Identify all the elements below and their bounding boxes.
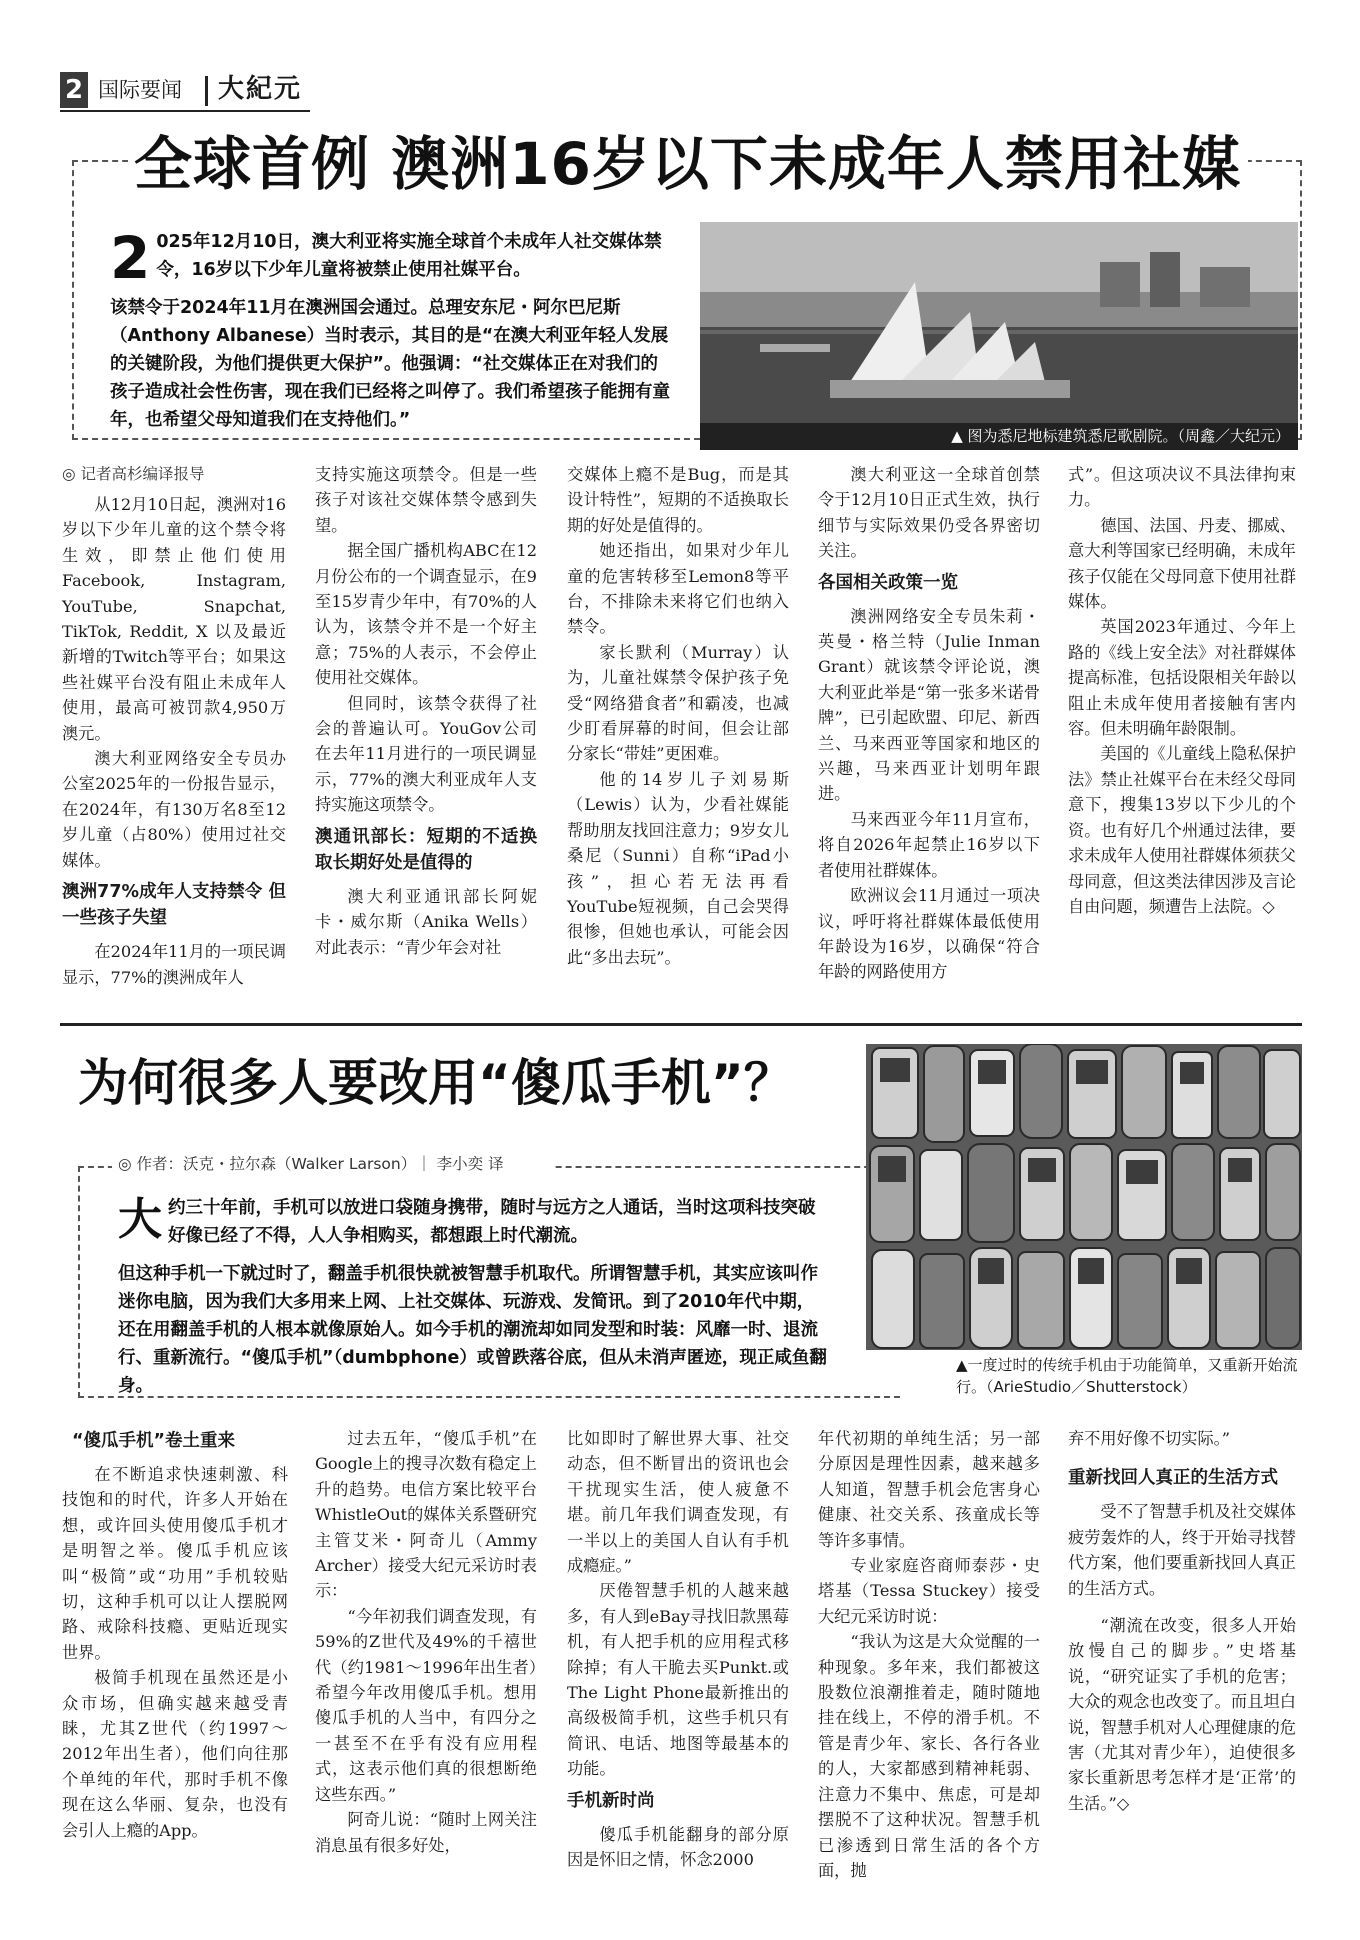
article1-column-2	[315, 462, 537, 960]
paragraph: 澳大利亚这一全球首创禁令于12月10日正式生效，执行细节与实际效果仍受各界密切关注。	[818, 465, 1040, 561]
article-divider	[60, 1023, 1302, 1026]
paragraph: 支持实施这项禁令。但是一些孩子对该社交媒体禁令感到失望。	[315, 465, 537, 535]
paragraph: 澳洲网络安全专员朱莉・英曼・格兰特（Julie Inman Grant）就该禁令评论说，澳大利亚此举是“第一张多米诺骨牌”，已引起欧盟、印尼、新西兰、马来西亚等国家和地区的兴趣，马来西亚计划明年跟进。	[818, 606, 1040, 804]
article1-column-4	[818, 462, 1040, 985]
header-separator	[205, 76, 208, 106]
article1-column-3	[567, 462, 789, 970]
paragraph: 比如即时了解世界大事、社交动态，但不断冒出的资讯也会干扰现实生活，使人疲惫不堪。前几年我们调查发现，有一半以上的美国人自认有手机成瘾症。”	[567, 1429, 789, 1576]
article2-lead-p2: 但这种手机一下就过时了，翻盖手机很快就被智慧手机取代。所谓智慧手机，其实应该叫作迷你电脑，因为我们大多用来上网、上社交媒体、玩游戏、发简讯。到了2010年代中期，还在用翻盖手机的人根本就像原始人。如今手机的潮流却如同发型和时装：风靡一时、退流行、重新流行。“傻瓜手机”（dumbphone）或曾跌落谷底，但从未消声匿迹，现正咸鱼翻身。	[118, 1264, 827, 1396]
paragraph: “我认为这是大众觉醒的一种现象。多年来，我们都被这股数位浪潮推着走，随时随地挂在线上，不停的滑手机。不管是青少年、家长、各行各业的人，大家都感到精神耗弱、注意力不集中、焦虑，可是却摆脱不了这种状况。智慧手机已渗透到日常生活的各个方面，抛	[818, 1632, 1040, 1880]
paragraph: 专业家庭咨商师泰莎・史塔基（Tessa Stuckey）接受大纪元采访时说：	[818, 1556, 1040, 1626]
paragraph: 在不断追求快速刺激、科技饱和的时代，许多人开始在想，或许回头使用傻瓜手机才是明智之举。傻瓜手机应该叫“极简”或“功用”手机较贴切，这种手机可以让人摆脱网路、戒除科技瘾、更贴近现实世界。	[62, 1465, 288, 1662]
paragraph: 澳大利亚网络安全专员办公室2025年的一份报告显示，在2024年，有130万名8至12岁儿童（占80%）使用过社交媒体。	[62, 749, 286, 870]
article1-photo-caption: ▲ 图为悉尼地标建筑悉尼歌剧院。（周鑫／大纪元）	[700, 423, 1298, 450]
opera-house-photo	[700, 222, 1298, 450]
article2-column-2	[315, 1426, 537, 1858]
article1-lead-p1: 025年12月10日，澳大利亚将实施全球首个未成年人社交媒体禁令，16岁以下少年儿童将被禁止使用社媒平台。	[156, 232, 662, 280]
paragraph: 年代初期的单纯生活；另一部分原因是理性因素，越来越多人知道，智慧手机会危害身心健康、社交关系、孩童成长等等许多事情。	[818, 1429, 1040, 1550]
paragraph: 弃不用好像不切实际。”	[1068, 1429, 1231, 1448]
article2-column-4	[818, 1426, 1040, 1883]
paragraph: 马来西亚今年11月宣布，将自2026年起禁止16岁以下者使用社群媒体。	[818, 809, 1040, 880]
paragraph: 极简手机现在虽然还是小众市场，但确实越来越受青睐，尤其Z世代（约1997～2012年出生者），他们向往那个单纯的年代，那时手机不像现在这么华丽、复杂，也没有会引人上瘾的App。	[62, 1668, 288, 1840]
page-number: 2	[60, 72, 88, 108]
opera-house-illustration	[700, 222, 1298, 450]
paragraph: 受不了智慧手机及社交媒体疲劳轰炸的人，终于开始寻找替代方案，他们要重新找回人真正的生活方式。	[1068, 1502, 1296, 1598]
article2-column-1	[62, 1422, 288, 1843]
article1-column-5	[1068, 462, 1296, 919]
paragraph: 交媒体上瘾不是Bug，而是其设计特性”，短期的不适换取长期的好处是值得的。	[567, 465, 789, 535]
subheading: 手机新时尚	[567, 1790, 655, 1811]
paragraph: 过去五年，“傻瓜手机”在Google上的搜寻次数有稳定上升的趋势。电信方案比较平台WhistleOut的媒体关系暨研究主管艾米・阿奇儿（Ammy Archer）接受大纪元采访时表示：	[315, 1429, 537, 1601]
paragraph: “今年初我们调查发现，有59%的Z世代及49%的千禧世代（约1981～1996年出生者）希望今年改用傻瓜手机。想用傻瓜手机的人当中，有四分之一甚至不在乎有没有应用程式，这表示他们真的很想断绝这些东西。”	[315, 1606, 537, 1804]
masthead-logo: 大紀元	[218, 74, 303, 104]
paragraph: 式”。但这项决议不具法律拘束力。	[1068, 465, 1296, 510]
article2-byline: ◎ 作者：沃克・拉尔森（Walker Larson）｜ 李小奕 译	[118, 1155, 504, 1173]
paragraph: 从12月10日起，澳洲对16岁以下少年儿童的这个禁令将生效，即禁止他们使用Facebook, Instagram, YouTube, Snapchat, TikTok, Reddit, X 以及最近新增的Twitch等平台；如果这些社媒平台没有阻止未成年人使用，最高可被罚款4,950万澳元。	[62, 495, 286, 743]
paragraph: 但同时，该禁令获得了社会的普遍认可。YouGov公司在去年11月进行的一项民调显示，77%的澳大利亚成年人支持实施这项禁令。	[315, 693, 537, 815]
article1-lead-p2: 该禁令于2024年11月在澳洲国会通过。总理安东尼・阿尔巴尼斯（Anthony Albanese）当时表示，其目的是“在澳大利亚年轻人发展的关键阶段，为他们提供更大保护”。他强调：“社交媒体正在对我们的孩子造成社会性伤害，现在我们已经将之叫停了。我们希望孩子能拥有童年，也希望父母知道我们在支持他们。”	[110, 298, 670, 430]
article1-lead	[110, 224, 670, 444]
paragraph: 澳大利亚通讯部长阿妮卡・威尔斯（Anika Wells）对此表示：“青少年会对社	[315, 886, 537, 957]
article1-byline: ◎ 记者高杉编译报导	[62, 465, 205, 483]
paragraph: 她还指出，如果对少年儿童的危害转移至Lemon8等平台，不排除未来将它们也纳入禁令。	[567, 541, 789, 637]
phones-illustration	[866, 1044, 1302, 1350]
old-phones-photo	[866, 1044, 1302, 1350]
paragraph: 据全国广播机构ABC在12月份公布的一个调查显示，在9至15岁青少年中，有70%的人认为，该禁令并不是一个好主意；75%的人表示，不会停止使用社交媒体。	[315, 541, 537, 688]
subheading: “傻瓜手机”卷土重来	[72, 1431, 236, 1451]
article1-dropcap: 2	[110, 224, 151, 292]
subheading: 澳通讯部长：短期的不适换取长期好处是值得的	[315, 826, 537, 873]
paragraph: 欧洲议会11月通过一项决议，呼吁将社群媒体最低使用年龄设为16岁，以确保“符合年龄的网路使用方	[818, 886, 1040, 982]
article2-dropcap: 大	[118, 1194, 162, 1245]
paragraph: 家长默利（Murray）认为，儿童社媒禁令保护孩子免受“网络猎食者”和霸凌，也减少盯看屏幕的时间，但会让部分家长“带娃”更困难。	[567, 642, 789, 764]
subheading: 各国相关政策一览	[818, 572, 958, 593]
article1-column-1	[62, 462, 286, 990]
paragraph: 德国、法国、丹麦、挪威、意大利等国家已经明确，未成年孩子仅能在父母同意下使用社群媒体。	[1068, 515, 1296, 612]
header-rule	[60, 110, 310, 112]
paragraph: 他的14岁儿子刘易斯（Lewis）认为，少看社媒能帮助朋友找回注意力；9岁女儿桑尼（Sunni）自称“iPad小孩”，担心若无法再看YouTube短视频，自己会哭得很惨，但她也承认，可能会因此“多出去玩”。	[567, 769, 789, 967]
article2-lead	[118, 1194, 828, 1410]
paragraph: 傻瓜手机能翻身的部分原因是怀旧之情，怀念2000	[567, 1824, 789, 1870]
article2-photo-caption: ▲一度过时的传统手机由于功能简单，又重新开始流行。（ArieStudio／Shutterstock）	[956, 1356, 1298, 1396]
paragraph: 厌倦智慧手机的人越来越多，有人到eBay寻找旧款黑莓机，有人把手机的应用程式移除掉；有人干脆去买Punkt.或 The Light Phone最新推出的高级极简手机，这些手机只有简讯、电话、地图等最基本的功能。	[567, 1581, 789, 1779]
article2-column-5	[1068, 1426, 1296, 1816]
article2-column-3	[567, 1426, 789, 1873]
paragraph: 美国的《儿童线上隐私保护法》禁止社媒平台在未经父母同意下，搜集13岁以下少儿的个资。也有好几个州通过法律，要求未成年人使用社群媒体须获父母同意，但这类法律因涉及言论自由问题，频遭告上法院。◇	[1068, 744, 1296, 916]
article2-headline: 为何很多人要改用“傻瓜手机”？	[78, 1054, 794, 1112]
paragraph: 英国2023年通过、今年上路的《线上安全法》对社群媒体提高标准，包括设限相关年龄以阻止未成年使用者接触有害内容。但未明确年龄限制。	[1068, 617, 1296, 739]
subheading: 重新找回人真正的生活方式	[1068, 1468, 1278, 1489]
article2-lead-p1: 约三十年前，手机可以放进口袋随身携带，随时与远方之人通话，当时这项科技突破好像已经了不得，人人争相购买，都想跟上时代潮流。	[168, 1198, 816, 1246]
subheading: 澳洲77%成年人支持禁令 但一些孩子失望	[62, 882, 286, 929]
paragraph: 阿奇儿说：“随时上网关注消息虽有很多好处，	[315, 1810, 537, 1855]
article1-headline: 全球首例 澳洲16岁以下未成年人禁用社媒	[134, 130, 1241, 198]
paragraph: “潮流在改变，很多人开始放慢自己的脚步。”史塔基说，“研究证实了手机的危害；大众的观念也改变了。而且坦白说，智慧手机对人心理健康的危害（尤其对青少年），迫使很多家长重新思考怎样才是‘正常’的生活。”◇	[1068, 1616, 1296, 1813]
section-name: 国际要闻	[98, 78, 182, 102]
paragraph: 在2024年11月的一项民调显示，77%的澳洲成年人	[62, 942, 286, 987]
